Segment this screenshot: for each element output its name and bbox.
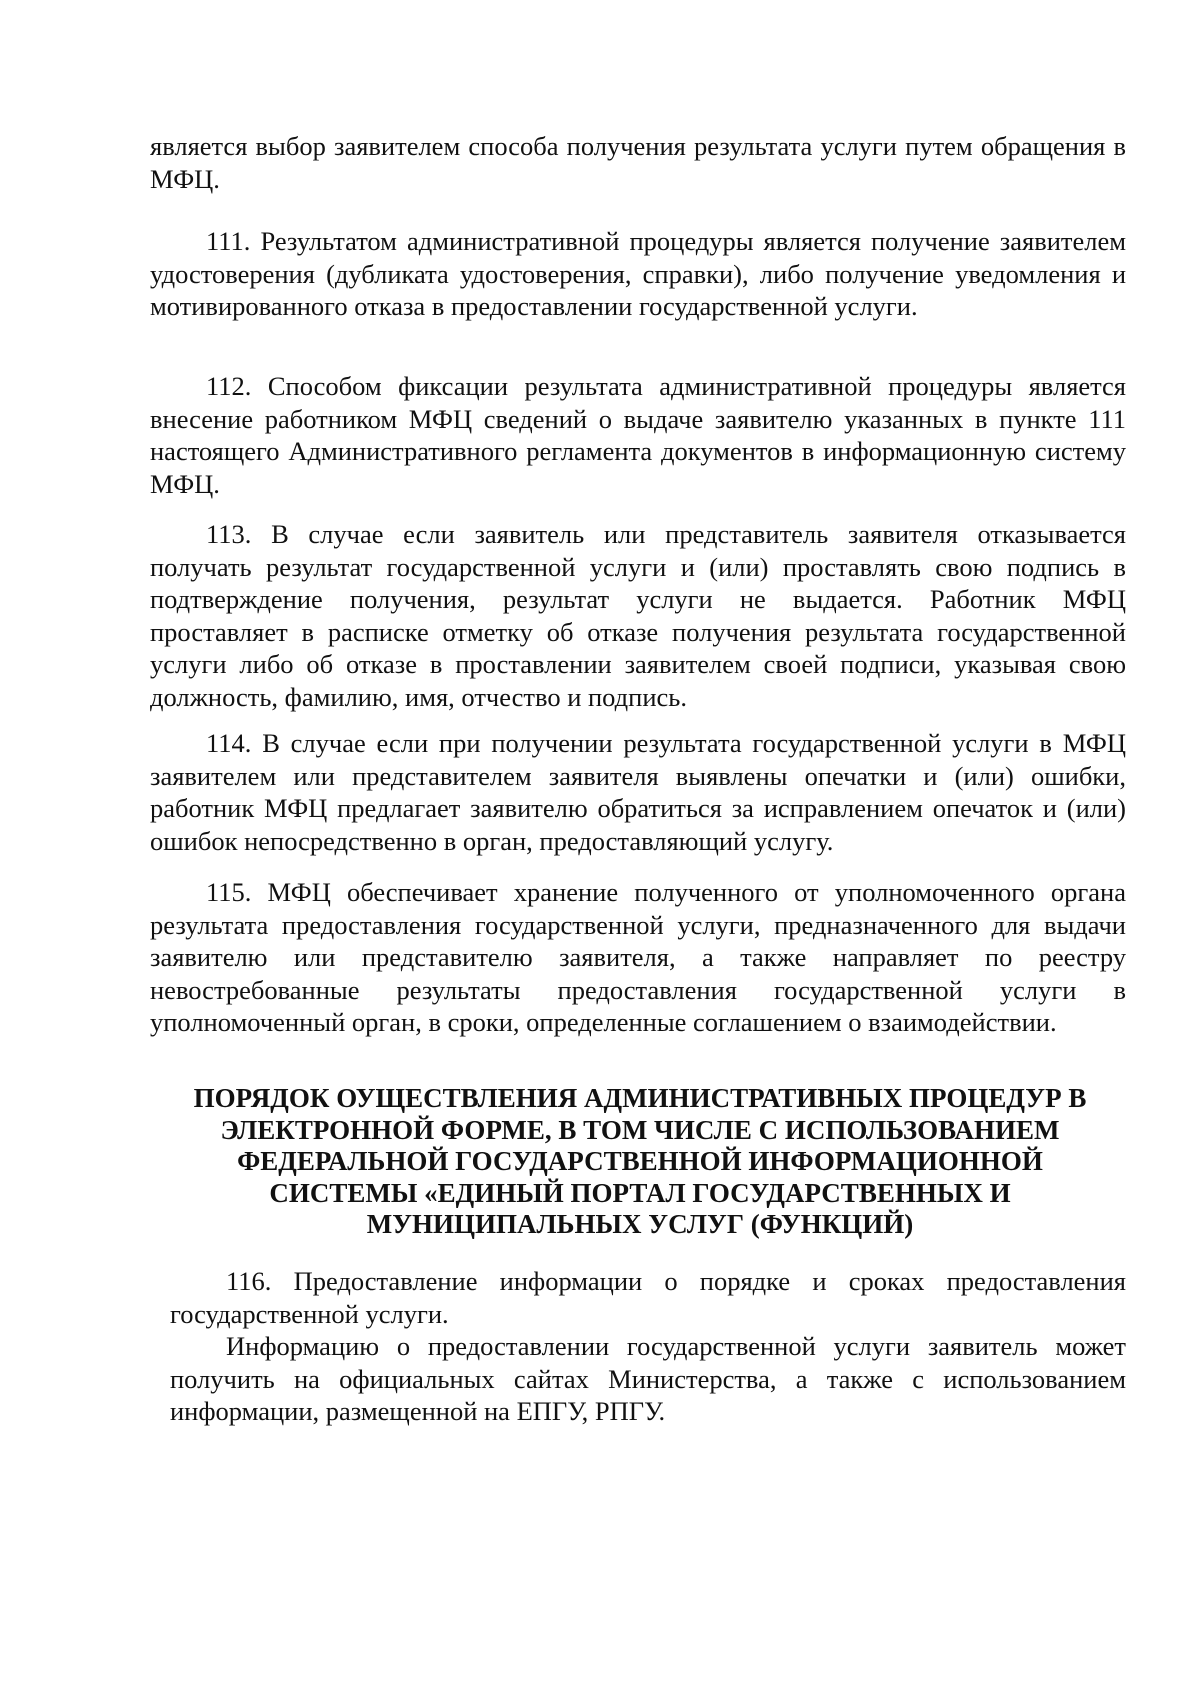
paragraph-intro: является выбор заявителем способа получения результата услуги путем обращения в МФЦ. xyxy=(150,131,1126,194)
paragraph-111: 111. Результатом административной процедуры является получение заявителем удостоверения (дубликата удостоверения, справки), либо получение уведомления и мотивированного отказа в предоставлении государственной услуги. xyxy=(150,226,1126,321)
paragraph-116: 116. Предоставление информации о порядке и сроках предоставления государственной услуги. xyxy=(170,1266,1126,1329)
paragraph-115: 115. МФЦ обеспечивает хранение полученного от уполномоченного органа результата предоставления государственной услуги, предназначенного для выдачи заявителю или представителю заявителя, а также направляет по реестру невостребованные результаты предоставления государственной услуги в уполномоченный орган, в сроки, определенные соглашением о взаимодействии. xyxy=(150,877,1126,1037)
paragraph-113: 113. В случае если заявитель или представитель заявителя отказывается получать результат государственной услуги и (или) проставлять свою подпись в подтверждение получения, результат услуги не выдается. Работник МФЦ проставляет в расписке отметку об отказе получения результата государственной услуги либо об отказе в проставлении заявителем своей подписи, указывая свою должность, фамилию, имя, отчество и подпись. xyxy=(150,519,1126,712)
paragraph-112: 112. Способом фиксации результата административной процедуры является внесение работником МФЦ сведений о выдаче заявителю указанных в пункте 111 настоящего Административного регламента документов в информационную систему МФЦ. xyxy=(150,371,1126,499)
section-heading: ПОРЯДОК ОУЩЕСТВЛЕНИЯ АДМИНИСТРАТИВНЫХ ПРОЦЕДУР В ЭЛЕКТРОННОЙ ФОРМЕ, В ТОМ ЧИСЛЕ С ИСПОЛЬЗОВАНИЕМ ФЕДЕРАЛЬНОЙ ГОСУДАРСТВЕННОЙ ИНФОРМАЦИОННОЙ СИСТЕМЫ «ЕДИНЫЙ ПОРТАЛ ГОСУДАРСТВЕННЫХ И МУНИЦИПАЛЬНЫХ УСЛУГ (ФУНКЦИЙ) xyxy=(193,1083,1087,1239)
paragraph-116-info: Информацию о предоставлении государственной услуги заявитель может получить на официальных сайтах Министерства, а также с использованием информации, размещенной на ЕПГУ, РПГУ. xyxy=(170,1331,1126,1426)
paragraph-114: 114. В случае если при получении результата государственной услуги в МФЦ заявителем или представителем заявителя выявлены опечатки и (или) ошибки, работник МФЦ предлагает заявителю обратиться за исправлением опечаток и (или) ошибок непосредственно в орган, предоставляющий услугу. xyxy=(150,728,1126,856)
